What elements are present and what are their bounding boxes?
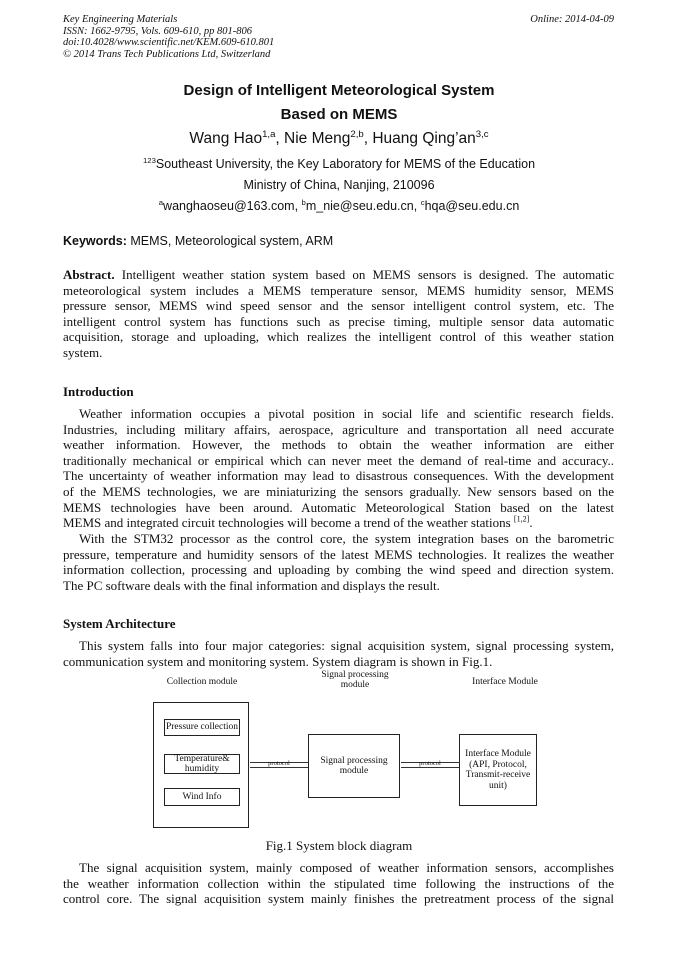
figure-caption: Fig.1 System block diagram	[265, 838, 413, 853]
introduction-paragraph-1	[63, 406, 614, 531]
text-run: Intelligent weather station system based on MEMS sensors is designed. The automatic	[114, 267, 614, 282]
architecture-paragraph-2	[63, 860, 614, 907]
box-line: Transmit-receive	[465, 770, 531, 780]
text-run: MEMS and integrated circuit technologies will become a trend of the weather stations	[63, 515, 514, 531]
box-line: humidity	[184, 764, 220, 774]
temperature-humidity-box	[164, 754, 240, 774]
citation: [1,2]	[513, 514, 530, 524]
box-line: Signal processing	[320, 755, 388, 766]
section-heading-architecture: System Architecture	[63, 616, 176, 631]
section-heading-introduction: Introduction	[63, 384, 134, 399]
interface-module-box	[459, 734, 537, 806]
text-line: the weather information collection within the stipulated time following the instructions of the	[63, 875, 614, 891]
author-separator: ,	[363, 130, 373, 147]
journal-copyright: © 2014 Trans Tech Publications Ltd, Switzerland	[63, 48, 271, 60]
text-line: intelligent control system has functions such as precise timing, multiple sensor data automatic	[63, 313, 614, 329]
author-separator: ,	[275, 130, 285, 147]
email-superscript: a	[158, 197, 164, 207]
text-line: This system falls into four major categories: signal acquisition system, signal processing system,	[79, 638, 614, 653]
box-line: (API, Protocol,	[469, 759, 527, 770]
online-date: Online: 2014-04-09	[530, 14, 614, 25]
paper-title-line2: Based on MEMS	[280, 106, 398, 123]
protocol-arrow-right	[401, 761, 459, 768]
affiliation-line2: Ministry of China, Nanjing, 210096	[243, 178, 435, 192]
protocol-label: protocol	[419, 760, 441, 767]
signal-module-label	[310, 670, 400, 690]
author-superscript: 3,c	[475, 128, 489, 140]
author-superscript: 2,b	[350, 128, 364, 140]
text-line: The PC software deals with the final information and displays the result.	[63, 577, 440, 593]
text-line: The uncertainty of weather information may lead to disastrous consequences. With the development	[63, 468, 614, 484]
affiliation-line1	[0, 157, 678, 171]
journal-name: Key Engineering Materials	[63, 14, 178, 25]
email-address: m_nie@seu.edu.cn,	[305, 199, 421, 213]
text-line: acquisition, storage and uploading, which realizes the intelligent control of this weather station	[63, 329, 614, 345]
paper-title-line1: Design of Intelligent Meteorological System	[183, 82, 495, 99]
text-line: Industries, including military affairs, aerospace, agriculture and transportation all need accurate	[63, 421, 614, 437]
box-line: Interface Module	[465, 749, 531, 759]
abstract-label: Abstract.	[63, 267, 115, 282]
text-line: of the MEMS technologies, we are miniaturizing the sensors gradually. New sensors based on the	[63, 483, 614, 499]
text-line: weather information. However, the methods to obtain the weather information are either	[63, 437, 614, 453]
wind-info-box: Wind Info	[164, 788, 240, 806]
text-line: system.	[63, 344, 103, 360]
abstract-paragraph	[63, 267, 614, 361]
system-block-diagram	[150, 668, 550, 838]
label-line: module	[340, 680, 370, 690]
affiliation-superscript: 123	[142, 155, 156, 165]
signal-processing-box	[308, 734, 400, 798]
text-line: meteorological system includes a MEMS temperature sensor, MEMS humidity sensor, MEMS	[63, 282, 614, 298]
author-superscript: 1,a	[262, 128, 276, 140]
collection-module-label: Collection module	[166, 677, 238, 687]
text-line: information collection, processing and uploading by combing the wind speed and direction system.	[63, 562, 614, 578]
pressure-collection-box: Pressure collection	[164, 719, 240, 736]
box-line: module	[339, 766, 369, 776]
keywords	[63, 234, 333, 248]
text-line: Weather information occupies a pivotal position in social life and scientific research fields.	[79, 406, 614, 421]
text-line: MEMS technologies have been around. Automatic Meteorological Station based on the latest	[63, 499, 614, 515]
text-line	[63, 515, 614, 531]
author-name: Nie Meng	[284, 130, 351, 147]
email-line	[0, 199, 678, 213]
email-superscript: c	[420, 197, 425, 207]
email-address: hqa@seu.edu.cn	[424, 199, 520, 213]
journal-header	[63, 14, 274, 60]
text-line: communication system and monitoring system. System diagram is shown in Fig.1.	[63, 653, 493, 669]
text-run: .	[529, 515, 533, 531]
interface-module-label: Interface Module	[472, 677, 538, 687]
author-name: Wang Hao	[189, 130, 263, 147]
box-line: unit)	[489, 780, 507, 791]
text-line: control core. The signal acquisition system mainly finishes the pretreatment process of the signal	[63, 891, 614, 907]
introduction-paragraph-2	[63, 531, 614, 593]
journal-issn: ISSN: 1662-9795, Vols. 609-610, pp 801-806	[63, 25, 252, 37]
text-line	[63, 267, 614, 283]
protocol-label: protocol	[268, 760, 290, 767]
text-line: The signal acquisition system, mainly composed of weather information sensors, accomplishes	[79, 860, 614, 875]
author-list	[0, 130, 678, 148]
author-name: Huang Qing’an	[372, 130, 476, 147]
architecture-paragraph-1	[63, 638, 614, 669]
protocol-arrow-left	[250, 761, 308, 768]
text-line: traditionally mechanical or empirical which can never meet the demand of real-time and accuracy..	[63, 452, 614, 468]
email-superscript: b	[301, 197, 306, 207]
email-address: wanghaoseu@163.com,	[163, 199, 302, 213]
affiliation-text: Southeast University, the Key Laboratory for MEMS of the Education	[155, 157, 536, 171]
box-line: Temperature&	[174, 753, 230, 764]
text-line: pressure, temperature and humidity sensors of the latest MEMS technologies. It realizes the weather	[63, 546, 614, 562]
text-line: pressure sensor, MEMS wind speed sensor and the sensor intelligent control system, etc. The	[63, 298, 614, 314]
keywords-label: Keywords:	[63, 234, 127, 248]
keywords-text: MEMS, Meteorological system, ARM	[126, 234, 334, 248]
text-line: With the STM32 processor as the control core, the system integration bases on the barometric	[79, 531, 614, 546]
label-line: Signal processing	[321, 670, 389, 680]
journal-doi: doi:10.4028/www.scientific.net/KEM.609-610.801	[63, 37, 275, 48]
